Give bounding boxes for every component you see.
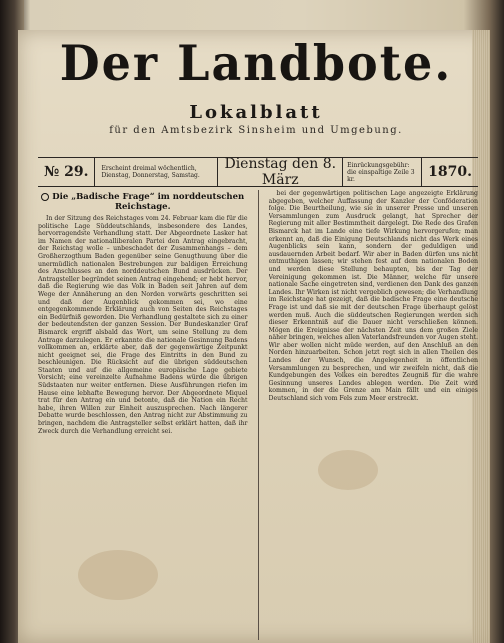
left-column — [38, 190, 248, 640]
issue-year: 1870. — [421, 158, 478, 186]
column-divider — [258, 190, 259, 640]
bullet-icon — [41, 193, 49, 201]
masthead — [36, 34, 476, 136]
price-info: Einrückungsgebühr: die einspaltige Zeile 3 kr. — [342, 158, 421, 186]
newspaper-page — [18, 30, 490, 643]
issue-number: № 29. — [38, 158, 95, 186]
issue-date: Dienstag den 8. März — [224, 156, 337, 188]
newspaper-tagline: für den Amtsbezirk Sinsheim und Umgebung. — [109, 125, 403, 136]
article-columns — [38, 190, 478, 640]
article-body-left: In der Sitzung des Reichstages vom 24. Februar kam die für die politische Lage Süddeutschlands, insbesondere des Landes, hervorragendste Verhandlung statt. Der Abgeordnete Lasker hat im Namen der nationalliberalen Partei den Antrag eingebracht, der Reichstag wolle – unbeschadet der Zusammenhangs – dem Großherzogthum Baden gegenüber seine Genugthuung über die unermüdlich nationalen Bestrebungen zur baldigen Erreichung des Anschlusses an den norddeutschen Bund ausdrücken. Der Antragsteller begründet seinen Antrag eingehend; er hebt hervor, daß die Regierung wie das Volk in Baden seit Jahren auf dem Wege der Annäherung an den Norden vorwärts geschritten sei und daß der Augenblick gekommen sei, wo eine entgegenkommende Erklärung auch von Seiten des Reichstages ein Bedürfniß geworden. Die Verhandlung gestaltete sich zu einer der bedeutendsten der ganzen Session. Der Bundeskanzler Graf Bismarck ergriff alsbald das Wort, um seine Stellung zu dem Antrage darzulegen. Er erkannte die nationale Gesinnung Badens vollkommen an, erklärte aber, daß der gegenwärtige Zeitpunkt nicht geeignet sei, die Frage des Eintritts in den Bund zu beschleunigen. Die Rücksicht auf die übrigen süddeutschen Staaten und auf die allgemeine europäische Lage gebiete Vorsicht; eine vereinzelte Aufnahme Badens würde die übrigen Südstaaten nur weiter entfernen. Diese Ausführungen riefen im Hause eine lebhafte Bewegung hervor. Der Abgeordnete Miquel trat für den Antrag ein und betonte, daß die Nation ein Recht habe, ihren Willen zur Einheit auszusprechen. Nach längerer Debatte wurde beschlossen, den Antrag nicht zur Abstimmung zu bringen, nachdem die Antragsteller selbst erklärt hatten, daß ihr Zweck durch die Verhandlung erreicht sei. — [38, 215, 248, 435]
info-bar — [38, 157, 478, 187]
newspaper-title: Der Landbote. — [59, 34, 453, 92]
article-body-right: bei der gegenwärtigen politischen Lage angezeigte Erklärung abgegeben, welcher Auffassung der Kanzler der Conföderation folge. Die Beurtheilung, wie sie in unserer Presse und unseren Versammlungen zum Ausdruck gelangt, hat Sprecher der Regierung mit aller Bestimmtheit dargelegt. Die Rede des Grafen Bismarck hat im Lande eine tiefe Wirkung hervorgerufen; man erkennt an, daß die Einigung Deutschlands nicht das Werk eines Augenblicks sein kann, sondern der geduldigen und ausdauernden Arbeit bedarf. Wir aber in Baden dürfen uns nicht entmuthigen lassen; wir stehen fest auf dem nationalen Boden und werden diese Stellung behaupten, bis der Tag der Vereinigung gekommen ist. Die Männer, welche für unsere nationale Sache eingetreten sind, verdienen den Dank des ganzen Landes. Ihr Wirken ist nicht vergeblich gewesen; die Verhandlung im Reichstage hat gezeigt, daß die badische Frage eine deutsche Frage ist und daß sie mit der deutschen Frage überhaupt gelöst werden muß. Auch die süddeutschen Regierungen werden sich dieser Erkenntniß auf die Dauer nicht verschließen können. Mögen die Ereignisse der nächsten Zeit uns dem großen Ziele näher bringen, welches allen Vaterlandsfreunden vor Augen steht. Wir aber wollen nicht müde werden, auf den Anschluß an den Norden hinzuarbeiten. Schon jetzt regt sich in allen Theilen des Landes der Wunsch, die Angelegenheit in öffentlichen Versammlungen zu besprechen, und wir zweifeln nicht, daß die Kundgebungen des Volkes ein beredtes Zeugniß für die wahre Gesinnung unseres Landes ablegen werden. Die Zeit wird kommen, in der die Grenze am Main fällt und ein einiges Deutschland sich vom Fels zum Meer erstreckt. — [268, 190, 478, 403]
article-heading-text: Die „Badische Frage“ im norddeutschen Reichstage. — [52, 192, 245, 212]
right-column — [269, 190, 479, 640]
newspaper-subtitle: Lokalblatt — [189, 102, 323, 123]
article-heading — [38, 192, 248, 212]
publication-info: Erscheint dreimal wöchentlich, Dienstag, Donnerstag, Samstag. — [95, 158, 218, 186]
